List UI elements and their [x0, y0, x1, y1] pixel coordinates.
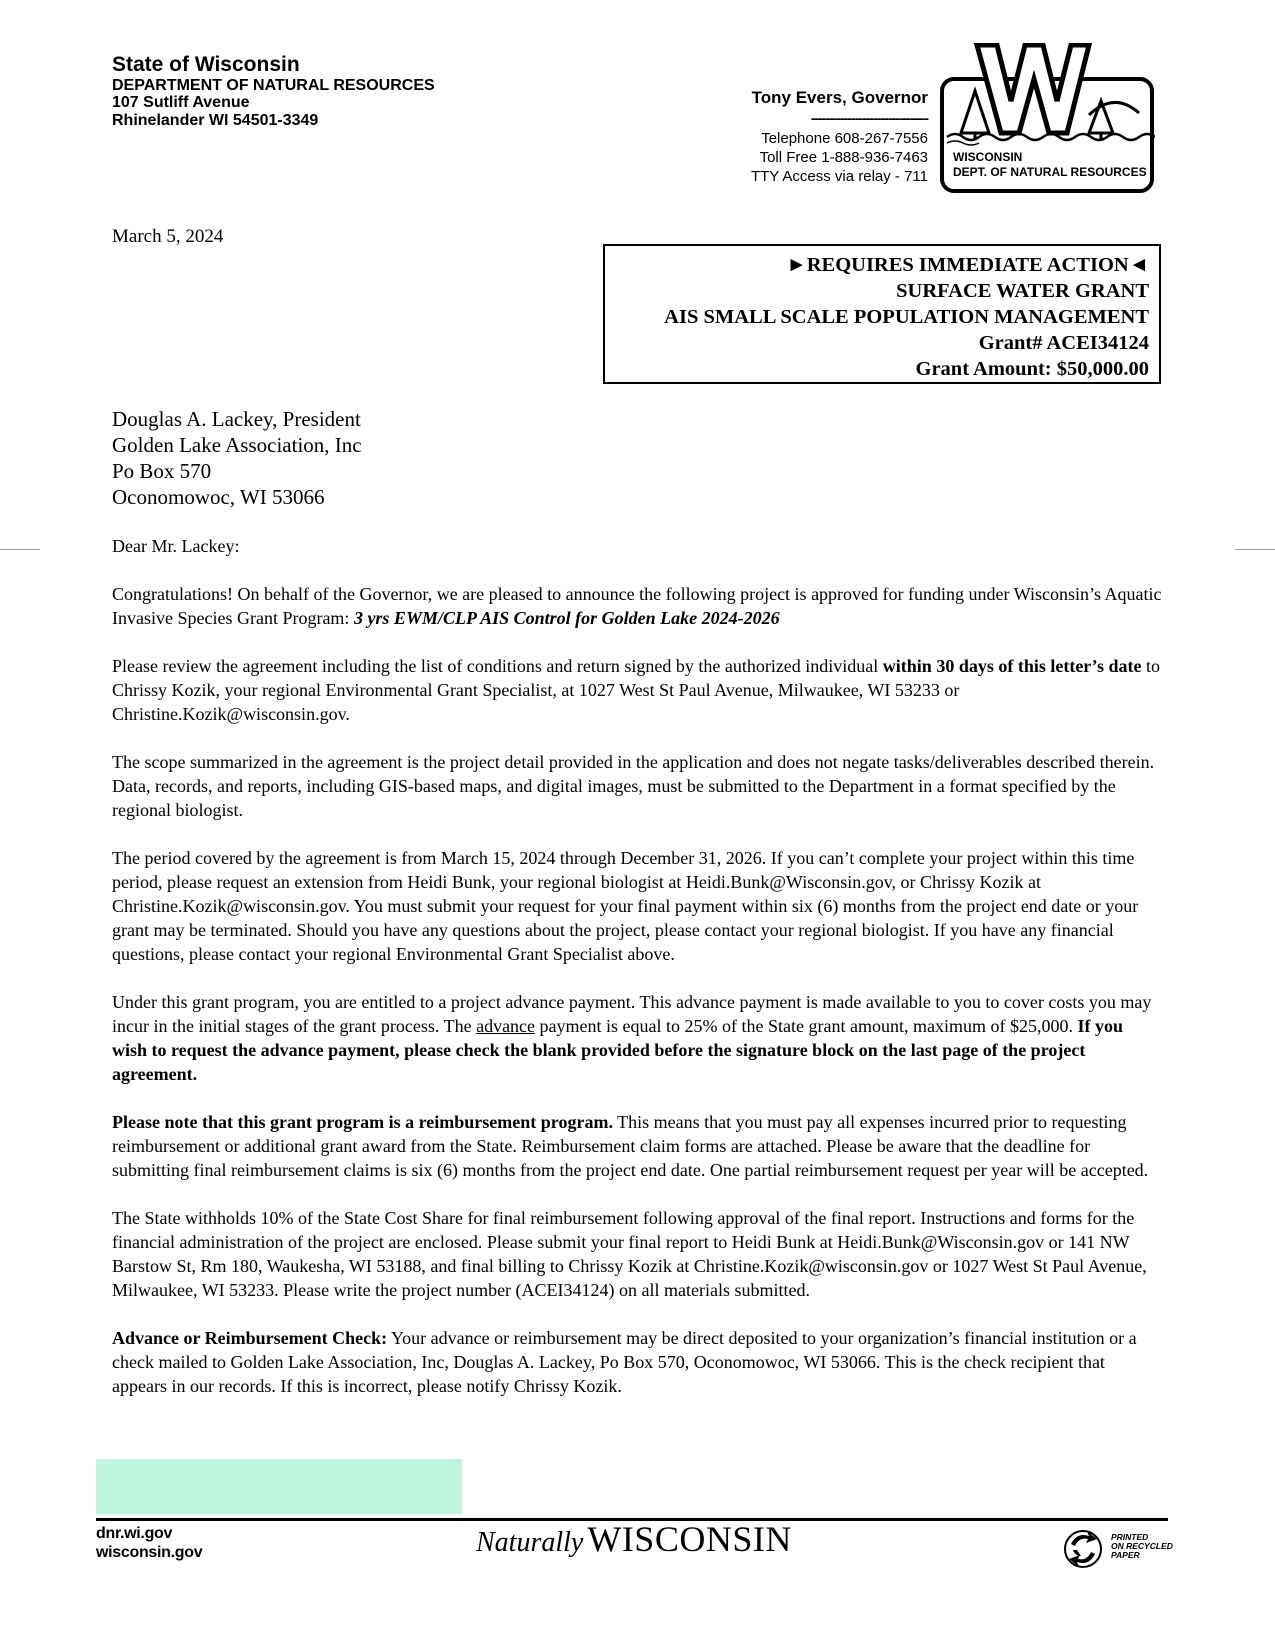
p5-instruction: If you wish to request the advance payment, please check the blank provided before the signature block on the last page of the project agreement. [112, 1016, 1123, 1084]
p8-text: Your advance or reimbursement may be direct deposited to your organization’s financial institution or a check mailed to Golden Lake Association, Inc, Douglas A. Lackey, Po Box 570, Oconomowoc, WI 53066. This is the check recipient that appears in our records. If this is incorrect, please notify Chrissy Kozik. [112, 1328, 1137, 1396]
governor-rule: -------------------------------- [810, 110, 928, 126]
paragraph-check [112, 1326, 1162, 1398]
letter-date: March 5, 2024 [112, 226, 224, 247]
wisconsin-gov-link[interactable]: wisconsin.gov [96, 1544, 203, 1561]
paragraph-congratulations [112, 582, 1162, 630]
governor-block [668, 88, 928, 186]
agency-city: Rhinelander WI 54501-3349 [112, 112, 319, 130]
p2-deadline: within 30 days of this letter’s date [882, 656, 1142, 676]
agency-header [112, 53, 435, 130]
action-line-1: ►REQUIRES IMMEDIATE ACTION◄ [786, 254, 1149, 276]
fold-mark-left [0, 549, 40, 550]
recipient-org: Golden Lake Association, Inc [112, 433, 362, 457]
p8-heading: Advance or Reimbursement Check: [112, 1328, 388, 1348]
paragraph-reimbursement [112, 1110, 1162, 1182]
logo-line1: WISCONSIN [953, 150, 1023, 164]
recycled-line-3: PAPER [1111, 1550, 1140, 1560]
recycled-paper-badge [1063, 1528, 1183, 1570]
recycled-line-2: ON RECYCLED [1111, 1541, 1173, 1551]
toll-free: Toll Free 1-888-936-7463 [759, 148, 928, 166]
recipient-box: Po Box 570 [112, 459, 212, 483]
recycled-paper-icon [1063, 1528, 1107, 1570]
agency-state: State of Wisconsin [112, 53, 300, 76]
p5-advance-word: advance [476, 1016, 536, 1036]
recycled-line-1: PRINTED [1111, 1532, 1149, 1542]
letter-body [112, 534, 1162, 1422]
brand-wisconsin: WISCONSIN [587, 1519, 792, 1559]
p2-text-a: Please review the agreement including the list of conditions and return signed by the authorized individual [112, 656, 883, 676]
recipient-address [112, 406, 362, 510]
recipient-name: Douglas A. Lackey, President [112, 407, 361, 431]
tty-access: TTY Access via relay - 711 [750, 167, 928, 185]
p2-text-b: to Chrissy Kozik, your regional Environmental Grant Specialist, at 1027 West St Paul Avenue, Milwaukee, WI 53233 or Christine.Kozik@wisconsin.gov. [112, 656, 1160, 724]
recipient-city: Oconomowoc, WI 53066 [112, 485, 325, 509]
brand-naturally: Naturally [476, 1527, 584, 1558]
paragraph-review [112, 654, 1162, 726]
recycled-label [1111, 1533, 1173, 1560]
action-line-2: SURFACE WATER GRANT [896, 280, 1149, 302]
p6-notice: Please note that this grant program is a reimbursement program. [112, 1112, 613, 1132]
p5-text-a: Under this grant program, you are entitled to a project advance payment. This advance payment is made available to you to cover costs you may incur in the initial stages of the grant process. The [112, 992, 1152, 1036]
salutation: Dear Mr. Lackey: [112, 536, 240, 556]
wisconsin-dnr-logo-icon [939, 43, 1155, 195]
action-line-3: AIS SMALL SCALE POPULATION MANAGEMENT [664, 306, 1149, 328]
naturally-wisconsin-brand [476, 1518, 792, 1560]
fold-mark-right [1235, 549, 1275, 550]
redaction-block [96, 1459, 462, 1514]
telephone: Telephone 608-267-7556 [761, 130, 928, 147]
p5-text-b: payment is equal to 25% of the State grant amount, maximum of $25,000. [535, 1016, 1078, 1036]
logo-line2: DEPT. OF NATURAL RESOURCES [953, 165, 1147, 179]
action-box [603, 244, 1161, 384]
agency-street: 107 Sutliff Avenue [112, 94, 250, 112]
agency-department: DEPARTMENT OF NATURAL RESOURCES [112, 76, 435, 94]
paragraph-withholding: The State withholds 10% of the State Cost Share for final reimbursement following approval of the final report. Instructions and forms for the financial administration of the project are enclosed. Please submit your final report to Heidi Bunk at Heidi.Bunk@Wisconsin.gov or 141 NW Barstow St, Rm 180, Waukesha, WI 53188, and final billing to Chrissy Kozik at Christine.Kozik@wisconsin.gov or 1027 West St Paul Avenue, Milwaukee, WI 53233. Please write the project number (ACEI34124) on all materials submitted. [112, 1208, 1147, 1300]
project-title: 3 yrs EWM/CLP AIS Control for Golden Lake 2024-2026 [353, 608, 780, 628]
governor-name: Tony Evers, Governor [751, 88, 928, 107]
paragraph-period: The period covered by the agreement is from March 15, 2024 through December 31, 2026. If you can’t complete your project within this time period, please request an extension from Heidi Bunk, your regional biologist at Heidi.Bunk@Wisconsin.gov, or Chrissy Kozik at Christine.Kozik@wisconsin.gov. You must submit your request for your final payment within six (6) months from the project end date or your grant may be terminated. Should you have any questions about the project, please contact your regional biologist. If you have any financial questions, please contact your regional Environmental Grant Specialist above. [112, 848, 1139, 964]
p1-text: Congratulations! On behalf of the Governor, we are pleased to announce the following project is approved for funding under Wisconsin’s Aquatic Invasive Species Grant Program: [112, 584, 1162, 628]
paragraph-advance [112, 990, 1162, 1086]
dnr-link[interactable]: dnr.wi.gov [96, 1525, 173, 1542]
p6-text: This means that you must pay all expenses incurred prior to requesting reimbursement or additional grant award from the State. Reimbursement claim forms are attached. Please be aware that the deadline for submitting final reimbursement claims is six (6) months from the project end date. One partial reimbursement request per year will be accepted. [112, 1112, 1149, 1180]
grant-amount: Grant Amount: $50,000.00 [915, 358, 1149, 380]
grant-number: Grant# ACEI34124 [978, 332, 1149, 354]
footer-links [96, 1524, 202, 1562]
paragraph-scope: The scope summarized in the agreement is the project detail provided in the application and does not negate tasks/deliverables described therein. Data, records, and reports, including GIS-based maps, and digital images, must be submitted to the Department in a format specified by the regional biologist. [112, 752, 1155, 820]
